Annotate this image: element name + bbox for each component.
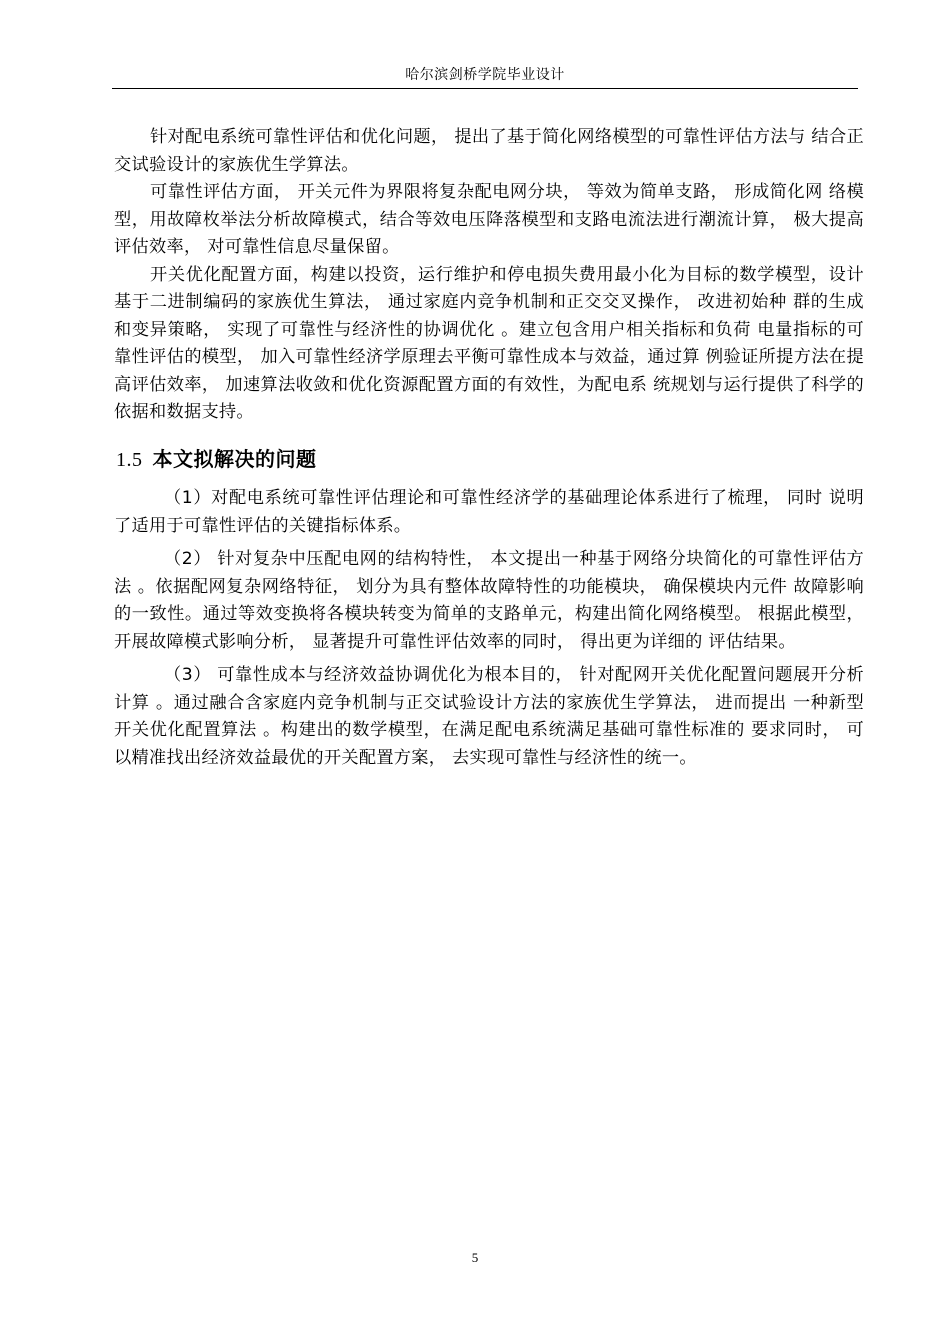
page-number: 5: [471, 1250, 479, 1265]
header-divider: [112, 88, 858, 89]
page-header: 哈尔滨剑桥学院毕业设计: [405, 67, 565, 83]
problem-list: [114, 485, 864, 778]
paragraph: 针对配电系统可靠性评估和优化问题， 提出了基于简化网络模型的可靠性评估方法与 结合正交试验设计的家族优生学算法。: [114, 127, 864, 175]
list-item: （1）对配电系统可靠性评估理论和可靠性经济学的基础理论体系进行了梳理， 同时 说明了适用于可靠性评估的关键指标体系。: [114, 488, 864, 536]
section-number: 1.5: [116, 449, 143, 471]
intro-section: [114, 124, 864, 427]
section-heading: [116, 443, 317, 472]
section-title: 本文拟解决的问题: [152, 447, 317, 471]
paragraph: 可靠性评估方面， 开关元件为界限将复杂配电网分块， 等效为简单支路， 形成简化网 络模型，用故障枚举法分析故障模式，结合等效电压降落模型和支路电流法进行潮流计算， 极大提高评估效率， 对可靠性信息尽量保留。: [114, 182, 864, 257]
paragraph: 开关优化配置方面，构建以投资，运行维护和停电损失费用最小化为目标的数学模型，设计基于二进制编码的家族优生算法， 通过家庭内竞争机制和正交交叉操作， 改进初始种 群的生成和变异策略， 实现了可靠性与经济性的协调优化 。建立包含用户相关指标和负荷 电量指标的可靠性评估的模型， 加入可靠性经济学原理去平衡可靠性成本与效益，通过算 例验证所提方法在提高评估效率， 加速算法收敛和优化资源配置方面的有效性，为配电系 统规划与运行提供了科学的依据和数据支持。: [114, 264, 864, 422]
list-item: （2） 针对复杂中压配电网的结构特性， 本文提出一种基于网络分块简化的可靠性评估方法 。依据配网复杂网络特征， 划分为具有整体故障特性的功能模块， 确保模块内元件 故障影响的一致性。通过等效变换将各模块转变为简单的支路单元，构建出简化网络模型。 根据此模型， 开展故障模式影响分析， 显著提升可靠性评估效率的同时， 得出更为详细的 评估结果。: [114, 549, 864, 652]
list-item: （3） 可靠性成本与经济效益协调优化为根本目的， 针对配网开关优化配置问题展开分析计算 。通过融合含家庭内竞争机制与正交试验设计方法的家族优生学算法， 进而提出 一种新型开关优化配置算法 。构建出的数学模型，在满足配电系统满足基础可靠性标准的 要求同时， 可以精准找出经济效益最优的开关配置方案， 去实现可靠性与经济性的统一。: [114, 665, 864, 768]
